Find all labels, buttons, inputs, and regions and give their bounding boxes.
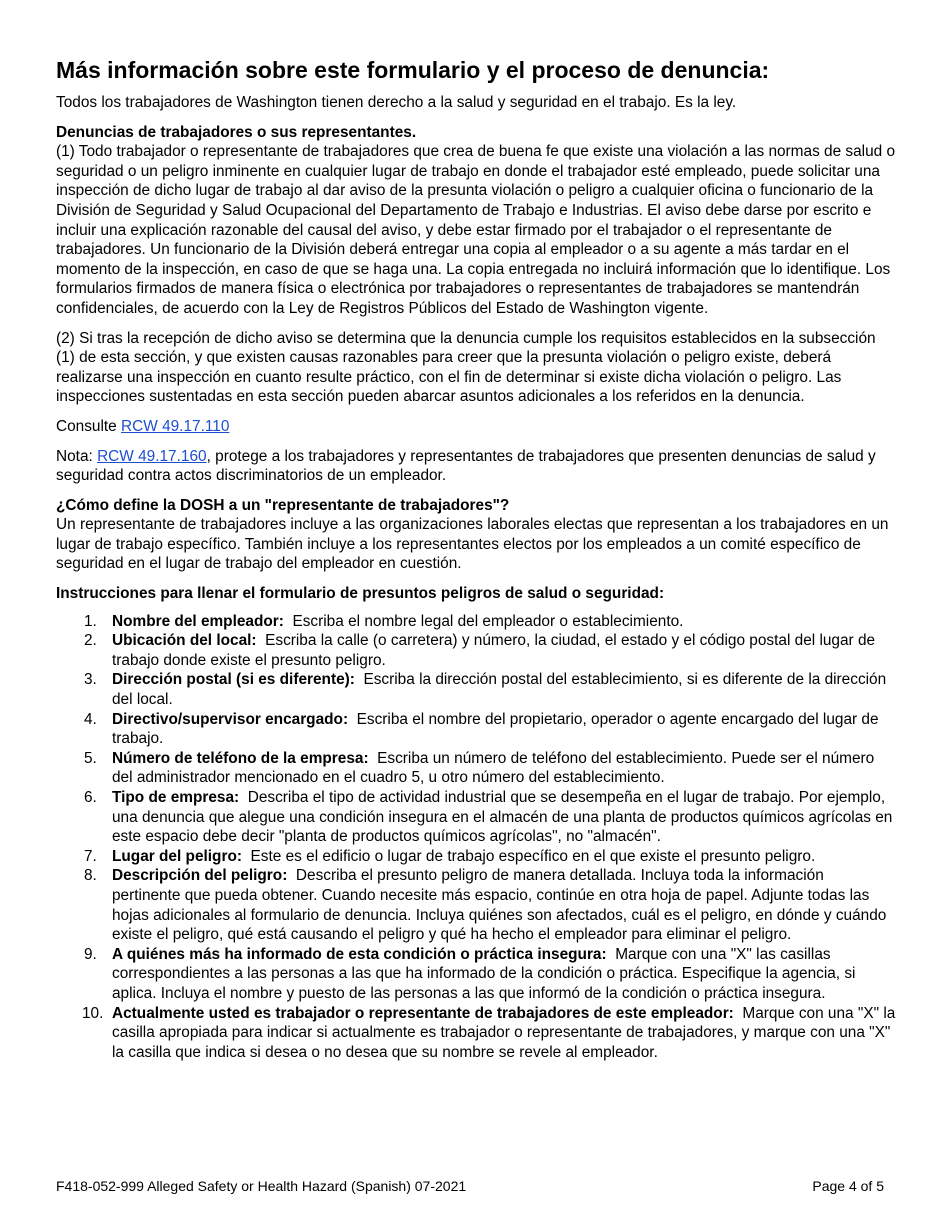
list-item-text: Escriba la calle (o carretera) y número, la ciudad, el estado y el código postal del lugar de trabajo donde existe el presunto peligro.	[112, 632, 876, 669]
note-prefix: Nota:	[56, 447, 98, 465]
consult-line	[56, 417, 896, 437]
list-item-text: Marque con una "X" la casilla apropiada para indicar si actualmente es trabajador o representante de trabajadores, y marque con una "X" la casilla que indica si desea o no desea que su nombre se revele al empleador.	[112, 1004, 896, 1061]
list-item	[56, 670, 896, 709]
list-item-label: A quiénes más ha informado de esta condición o práctica insegura:	[112, 945, 607, 963]
list-item-text: Este es el edificio o lugar de trabajo específico en el que existe el presunto peligro.	[250, 847, 816, 865]
section-complaints	[56, 123, 896, 407]
list-item-text: Escriba el nombre legal del empleador o establecimiento.	[292, 612, 684, 630]
complaints-paragraph-2: (2) Si tras la recepción de dicho aviso se determina que la denuncia cumple los requisitos establecidos en la subsección (1) de esta sección, y que existen causas razonables para creer que la presunta violación o peligro existe, deberá realizarse una inspección en cuanto resulte práctico, con el fin de determinar si existe dicha violación o peligro. Las inspecciones sustentadas en esta sección pueden abarcar asuntos adicionales a los referidos en la denuncia.	[56, 329, 876, 406]
list-item	[56, 710, 896, 749]
list-item-number: 4.	[84, 710, 97, 728]
page-number: Page 4 of 5	[812, 1178, 884, 1194]
instructions-list	[56, 612, 896, 1063]
form-id: F418-052-999 Alleged Safety or Health Hazard (Spanish) 07-2021	[56, 1178, 467, 1194]
consult-prefix: Consulte	[56, 417, 122, 435]
list-item-text: Marque con una "X" las casillas correspondientes a las personas a las que ha informado de la condición o práctica. Especifique la agencia, si aplica. Incluya el nombre y puesto de las personas a las que informó de la condición o práctica insegura.	[112, 945, 856, 1002]
list-item-text: Escriba la dirección postal del establecimiento, si es diferente de la dirección del local.	[112, 671, 887, 709]
list-item	[56, 1004, 896, 1063]
instructions-title: Instrucciones para llenar el formulario de presuntos peligros de salud o seguridad:	[56, 585, 665, 603]
list-item-label: Nombre del empleador:	[112, 612, 284, 630]
list-item-label: Actualmente usted es trabajador o representante de trabajadores de este empleador:	[112, 1004, 734, 1022]
page-footer	[56, 1178, 884, 1194]
list-item-number: 1.	[84, 612, 97, 630]
list-item-label: Número de teléfono de la empresa:	[112, 749, 369, 767]
section-title: Denuncias de trabajadores o sus representantes.	[56, 123, 417, 141]
list-item-label: Descripción del peligro:	[112, 867, 288, 885]
note-text: , protege a los trabajadores y representantes de trabajadores que presenten denuncias de salud y seguridad contra actos discriminatorios de un empleador.	[56, 447, 876, 485]
list-item-number: 5.	[84, 749, 97, 767]
representative-paragraph: Un representante de trabajadores incluye a las organizaciones laborales electas que representan a los trabajadores en un lugar de trabajo específico. También incluye a los representantes electos por los empleados a un comité específico de seguridad en el lugar de trabajo del empleador en cuestión.	[56, 516, 889, 573]
rcw-49-17-110-link[interactable]: RCW 49.17.110	[121, 417, 230, 435]
list-item-number: 10.	[82, 1004, 104, 1022]
list-item-number: 3.	[84, 671, 97, 689]
list-item-text: Describa el presunto peligro de manera detallada. Incluya toda la información pertinente que pueda obtener. Cuando necesite más espacio, continúe en otra hoja de papel. Adjunte todas las hojas adicionales al formulario de denuncia. Incluya quiénes son afectados, cuál es el peligro, en dónde y cuándo existe el peligro, qué está causando el peligro y qué ha hecho el empleador para eliminar el peligro.	[112, 867, 887, 944]
list-item-number: 6.	[84, 789, 97, 806]
section-title: ¿Cómo define la DOSH a un "representante de trabajadores"?	[56, 496, 510, 514]
note-line	[56, 447, 896, 486]
section-representative	[56, 496, 896, 574]
intro-paragraph: Todos los trabajadores de Washington tienen derecho a la salud y seguridad en el trabajo. Es la ley.	[56, 94, 737, 111]
complaints-paragraph-1: (1) Todo trabajador o representante de trabajadores que crea de buena fe que existe una violación a las normas de salud o seguridad o un peligro inminente en cualquier lugar de trabajo en donde el trabajador esté empleado, puede solicitar una inspección de dicho lugar de trabajo al dar aviso de la presunta violación o peligro a cualquier oficina o funcionario de la División de Seguridad y Salud Ocupacional del Departamento de Trabajo e Industrias. El aviso debe darse por escrito e incluir una explicación razonable del causal del aviso, y debe estar firmado por el trabajador o el representante de trabajadores. Un funcionario de la División deberá entregar una copia al empleador o a su agente a más tardar en el momento de la inspección, en caso de que se haga una. La copia entregada no incluirá información que lo identifique. Los formularios firmados de manera física o electrónica por trabajadores o representantes de trabajadores se mantendrán confidenciales, de acuerdo con la Ley de Registros Públicos del Estado de Washington vigente.	[56, 143, 896, 317]
list-item-label: Dirección postal (si es diferente):	[112, 671, 355, 689]
list-item-number: 7.	[84, 847, 97, 865]
list-item	[56, 749, 896, 788]
list-item-label: Tipo de empresa:	[112, 789, 240, 806]
list-item-text: Escriba un número de teléfono del establecimiento. Puede ser el número del administrador mencionado en el cuadro 5, u otro número del establecimiento.	[112, 749, 875, 787]
list-item	[56, 866, 896, 944]
list-item-label: Directivo/supervisor encargado:	[112, 710, 349, 728]
list-item-number: 9.	[84, 945, 97, 963]
list-item-text: Describa el tipo de actividad industrial que se desempeña en el lugar de trabajo. Por ejemplo, una denuncia que alegue una condición insegura en el almacén de una planta de productos químicos agrícolas en este espacio debe decir "planta de productos químicos agrícolas", no "almacén".	[112, 789, 893, 846]
list-item	[56, 788, 896, 847]
list-item-text: Escriba el nombre del propietario, operador o agente encargado del lugar de trabajo.	[112, 710, 879, 748]
list-item	[56, 847, 896, 867]
list-item-number: 2.	[84, 632, 97, 650]
list-item	[56, 945, 896, 1004]
list-item	[56, 612, 896, 632]
page-title: Más información sobre este formulario y el proceso de denuncia:	[56, 57, 770, 83]
document-page	[56, 55, 896, 1062]
list-item-label: Ubicación del local:	[112, 632, 257, 650]
list-item-number: 8.	[84, 867, 97, 885]
list-item	[56, 631, 896, 670]
list-item-label: Lugar del peligro:	[112, 847, 242, 865]
rcw-49-17-160-link[interactable]: RCW 49.17.160	[97, 447, 207, 465]
